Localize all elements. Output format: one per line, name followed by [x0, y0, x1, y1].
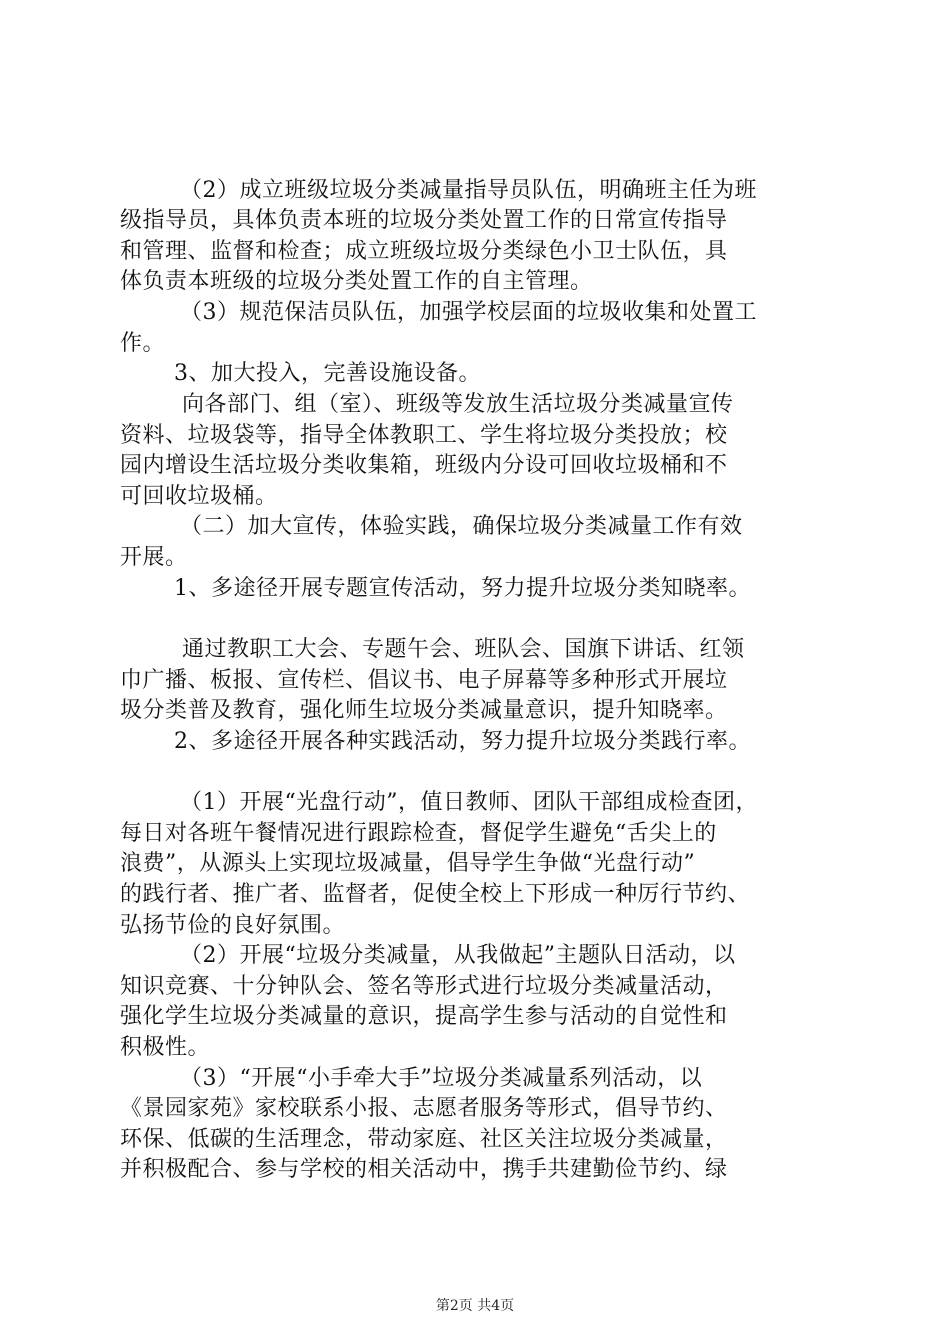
text-line: 1、多途径开展专题宣传活动，努力提升垃圾分类知晓率。: [174, 576, 751, 601]
text-line: 圾分类普及教育，强化师生垃圾分类减量意识，提升知晓率。: [120, 698, 728, 723]
text-line: （3）规范保洁员队伍，加强学校层面的垃圾收集和处置工: [180, 300, 757, 325]
text-line: （2）成立班级垃圾分类减量指导员队伍，明确班主任为班: [180, 178, 757, 203]
text-line: 并积极配合、参与学校的相关活动中，携手共建勤俭节约、绿: [120, 1157, 728, 1182]
text-line: 强化学生垃圾分类减量的意识，提高学生参与活动的自觉性和: [120, 1004, 728, 1029]
text-line: 和管理、监督和检查；成立班级垃圾分类绿色小卫士队伍，具: [120, 239, 728, 264]
text-line: 知识竞赛、十分钟队会、签名等形式进行垃圾分类减量活动，: [120, 974, 728, 999]
text-line: 浪费”，从源头上实现垃圾减量，倡导学生争做“光盘行动”: [120, 851, 696, 876]
text-line: 巾广播、板报、宣传栏、倡议书、电子屏幕等多种形式开展垃: [120, 668, 728, 693]
page-footer: 第2页 共4页: [435, 1298, 515, 1314]
text-line: 向各部门、组（室）、班级等发放生活垃圾分类减量宣传: [182, 392, 734, 417]
text-line: 2、多途径开展各种实践活动，努力提升垃圾分类践行率。: [174, 729, 751, 754]
text-line: 每日对各班午餐情况进行跟踪检查，督促学生避免“舌尖上的: [120, 821, 717, 846]
text-line: 环保、低碳的生活理念，带动家庭、社区关注垃圾分类减量，: [120, 1127, 728, 1152]
text-line: （1）开展“光盘行动”，值日教师、团队干部组成检查团，: [180, 790, 758, 815]
text-line: （3）“开展“小手牵大手”垃圾分类减量系列活动，以: [180, 1066, 703, 1091]
text-line: 《景园家苑》家校联系小报、志愿者服务等形式，倡导节约、: [120, 1096, 728, 1121]
text-line: （2）开展“垃圾分类减量，从我做起”主题队日活动，以: [180, 943, 736, 968]
text-line: 资料、垃圾袋等，指导全体教职工、学生将垃圾分类投放；校: [120, 423, 728, 448]
text-line: 园内增设生活垃圾分类收集箱，班级内分设可回收垃圾桶和不: [120, 453, 728, 478]
text-line: 3、加大投入，完善设施设备。: [174, 361, 481, 386]
text-line: 积极性。: [120, 1035, 211, 1060]
text-line: 的践行者、推广者、监督者，促使全校上下形成一种厉行节约、: [120, 882, 751, 907]
text-line: （二）加大宣传，体验实践，确保垃圾分类减量工作有效: [180, 514, 743, 539]
text-line: 通过教职工大会、专题午会、班队会、国旗下讲话、红领: [182, 637, 745, 662]
text-line: 弘扬节俭的良好氛围。: [120, 913, 346, 938]
text-line: 级指导员，具体负责本班的垃圾分类处置工作的日常宣传指导: [120, 208, 728, 233]
text-line: 作。: [120, 331, 166, 356]
text-line: 可回收垃圾桶。: [120, 484, 278, 509]
text-line: 体负责本班级的垃圾分类处置工作的自主管理。: [120, 269, 593, 294]
text-line: 开展。: [120, 545, 188, 570]
